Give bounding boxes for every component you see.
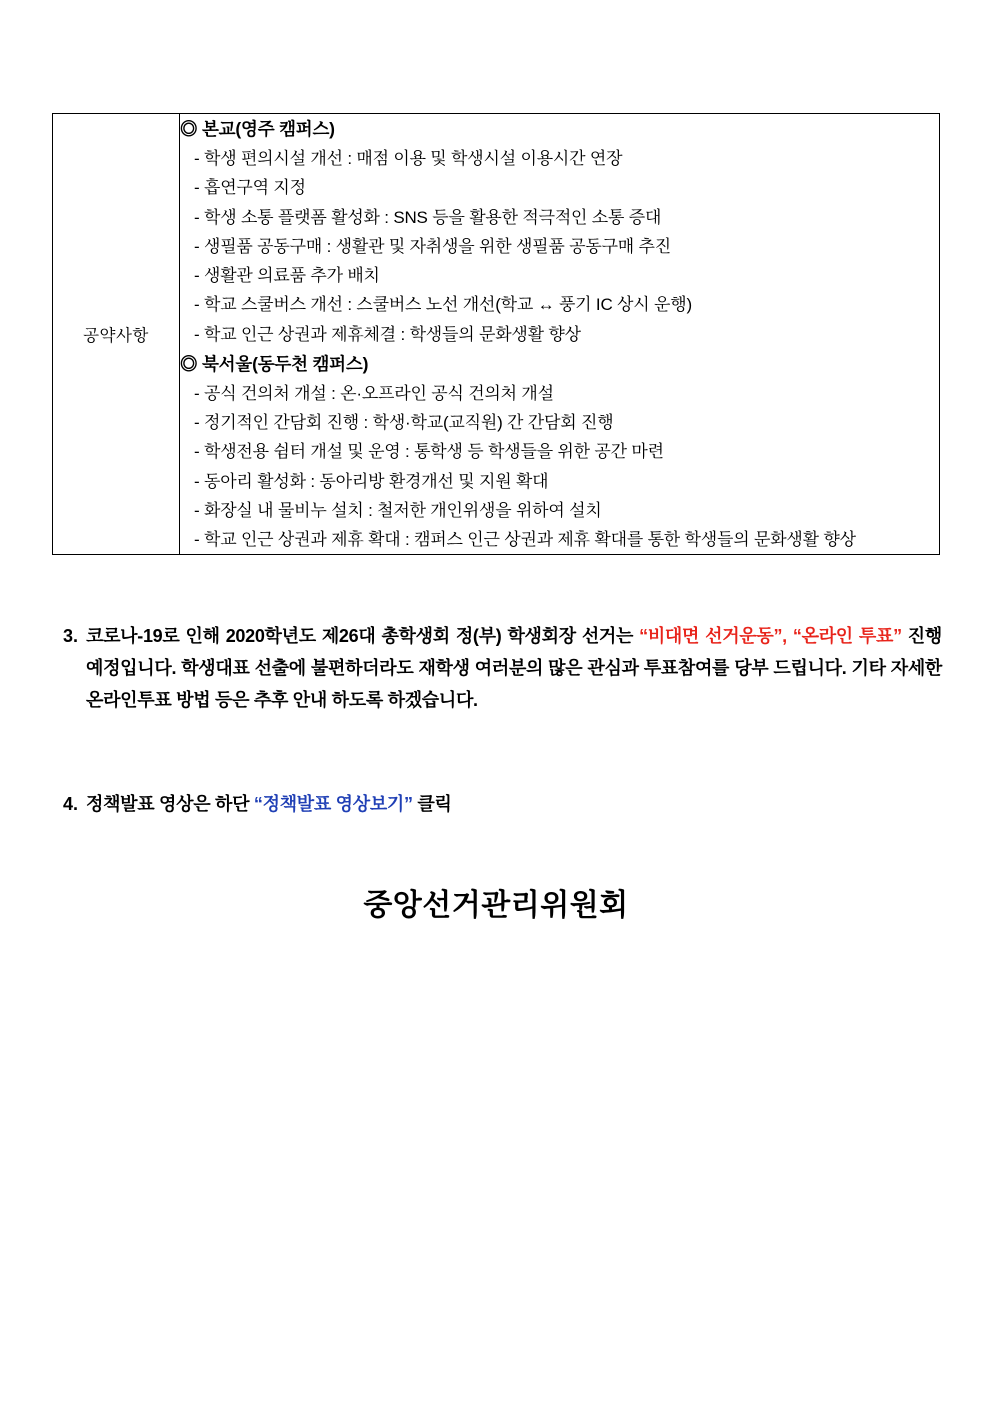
paragraph-3-highlight: “비대면 선거운동”, “온라인 투표” <box>639 626 902 646</box>
pledge-item: - 학교 인근 상권과 제휴체결 : 학생들의 문화생활 향상 <box>194 324 581 344</box>
pledge-item: - 화장실 내 물비누 설치 : 철저한 개인위생을 위하여 설치 <box>194 500 602 520</box>
signature-line: 중앙선거관리위원회 <box>363 889 629 922</box>
paragraph-4 <box>52 788 942 820</box>
paragraph-4-highlight[interactable]: “정책발표 영상보기” <box>253 794 413 814</box>
pledge-item: - 학교 스쿨버스 개선 : 스쿨버스 노선 개선(학교 ↔ 풍기 IC 상시 운행) <box>194 295 692 315</box>
paragraph-4-number: 4. <box>62 794 78 814</box>
pledge-item: - 생활관 의료품 추가 배치 <box>194 266 380 286</box>
paragraph-3 <box>52 620 942 716</box>
pledge-item: - 학교 인근 상권과 제휴 확대 : 캠퍼스 인근 상권과 제휴 확대를 통한 학생들의 문화생활 향상 <box>194 530 856 549</box>
pledge-item: - 생필품 공동구매 : 생활관 및 자취생을 위한 생필품 공동구매 추진 <box>194 236 671 256</box>
pledge-item: - 흡연구역 지정 <box>194 178 306 198</box>
paragraph-4-text-part2: 클릭 <box>412 794 452 814</box>
pledge-item: - 동아리 활성화 : 동아리방 환경개선 및 지원 확대 <box>194 471 549 491</box>
campus-heading-main: ◎ 본교(영주 캠퍼스) <box>180 119 335 139</box>
table-row <box>53 114 940 555</box>
paragraph-4-text-part1: 정책발표 영상은 하단 <box>86 794 254 814</box>
pledge-label-cell <box>53 114 180 555</box>
paragraph-3-number: 3. <box>62 626 78 646</box>
paragraph-4-body <box>86 788 452 820</box>
pledge-item: - 정기적인 간담회 진행 : 학생·학교(교직원) 간 간담회 진행 <box>194 413 614 433</box>
pledge-table <box>52 113 940 555</box>
paragraph-3-text-part2: 진행 예정입니다. 학생대표 선출에 불편하더라도 재학생 여러분의 많은 관심과 투표참여를 당부 드립니다. 기타 자세한 온라인투표 방법 등은 추후 안내 하도록 하겠습니다. <box>86 626 942 711</box>
pledge-item: - 학생 소통 플랫폼 활성화 : SNS 등을 활용한 적극적인 소통 증대 <box>194 207 662 227</box>
paragraph-3-body <box>86 620 942 716</box>
pledge-item: - 학생 편의시설 개선 : 매점 이용 및 학생시설 이용시간 연장 <box>194 149 623 169</box>
pledge-item: - 학생전용 쉼터 개설 및 운영 : 통학생 등 학생들을 위한 공간 마련 <box>194 442 664 462</box>
pledge-label-text: 공약사항 <box>83 327 149 346</box>
campus-heading-north: ◎ 북서울(동두천 캠퍼스) <box>180 353 369 374</box>
pledge-item: - 공식 건의처 개설 : 온·오프라인 공식 건의처 개설 <box>194 383 554 403</box>
paragraph-3-text-part1: 코로나-19로 인해 2020학년도 제26대 총학생회 정(부) 학생회장 선거는 <box>86 626 640 646</box>
pledge-content-cell <box>180 114 940 555</box>
